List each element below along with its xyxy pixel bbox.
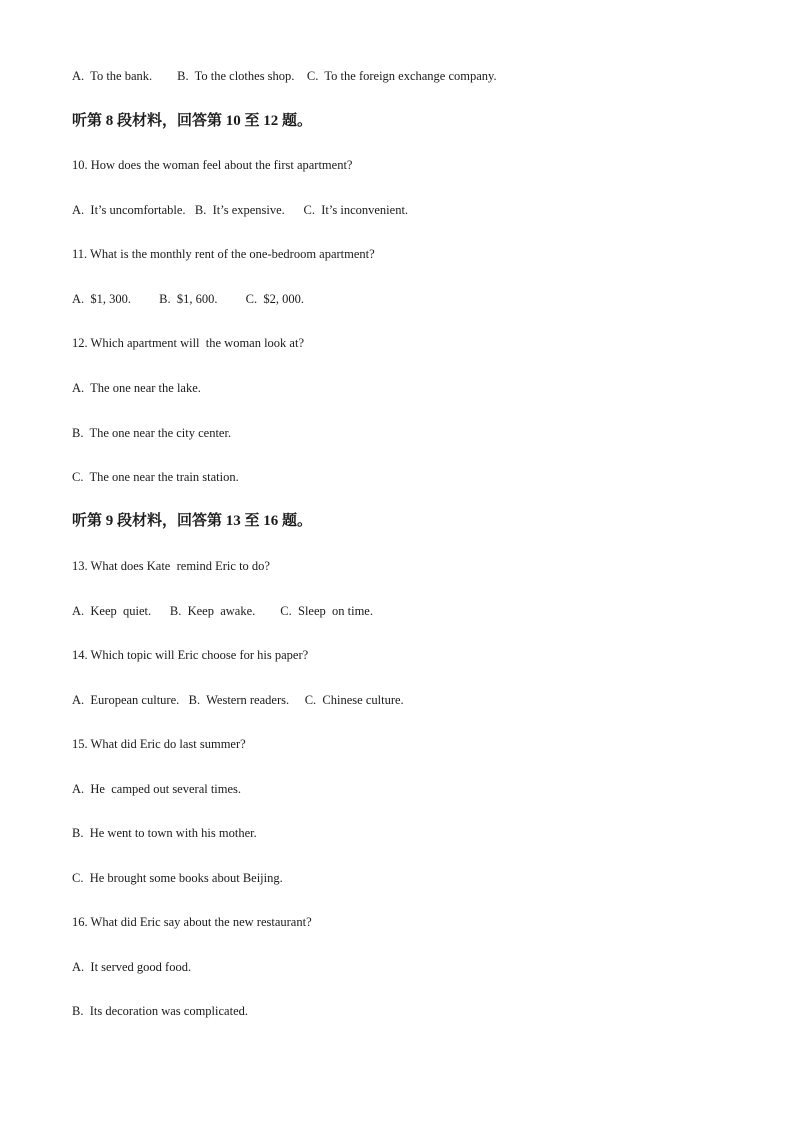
q12-option-c: C. The one near the train station. xyxy=(72,470,239,484)
q12-option-a: A. The one near the lake. xyxy=(72,381,201,395)
q16-option-a: A. It served good food. xyxy=(72,960,192,974)
q11-options: A. $1, 300. B. $1, 600. C. $2, 000. xyxy=(72,292,304,306)
q14-options: A. European culture. B. Western readers. C. Chinese culture. xyxy=(72,693,404,707)
question-16: 16. What did Eric say about the new restaurant? xyxy=(72,915,312,929)
q15-option-c: C. He brought some books about Beijing. xyxy=(72,871,283,885)
q15-option-a: A. He camped out several times. xyxy=(72,782,242,796)
question-15: 15. What did Eric do last summer? xyxy=(72,737,246,751)
question-14: 14. Which topic will Eric choose for his paper? xyxy=(72,648,309,662)
question-10: 10. How does the woman feel about the first apartment? xyxy=(72,158,353,172)
q15-option-b: B. He went to town with his mother. xyxy=(72,826,257,840)
q16-option-b: B. Its decoration was complicated. xyxy=(72,1004,248,1018)
section-heading-9: 听第 9 段材料，回答第 13 至 16 题。 xyxy=(72,513,313,529)
question-11: 11. What is the monthly rent of the one-bedroom apartment? xyxy=(72,247,375,261)
q10-options: A. It’s uncomfortable. B. It’s expensive. C. It’s inconvenient. xyxy=(72,203,409,217)
section-heading-8: 听第 8 段材料，回答第 10 至 12 题。 xyxy=(72,113,313,129)
question-13: 13. What does Kate remind Eric to do? xyxy=(72,559,270,573)
question-12: 12. Which apartment will the woman look at? xyxy=(72,336,305,350)
q13-options: A. Keep quiet. B. Keep awake. C. Sleep on time. xyxy=(72,604,373,618)
q12-option-b: B. The one near the city center. xyxy=(72,426,232,440)
q9-options: A. To the bank. B. To the clothes shop. C. To the foreign exchange company. xyxy=(72,69,497,83)
